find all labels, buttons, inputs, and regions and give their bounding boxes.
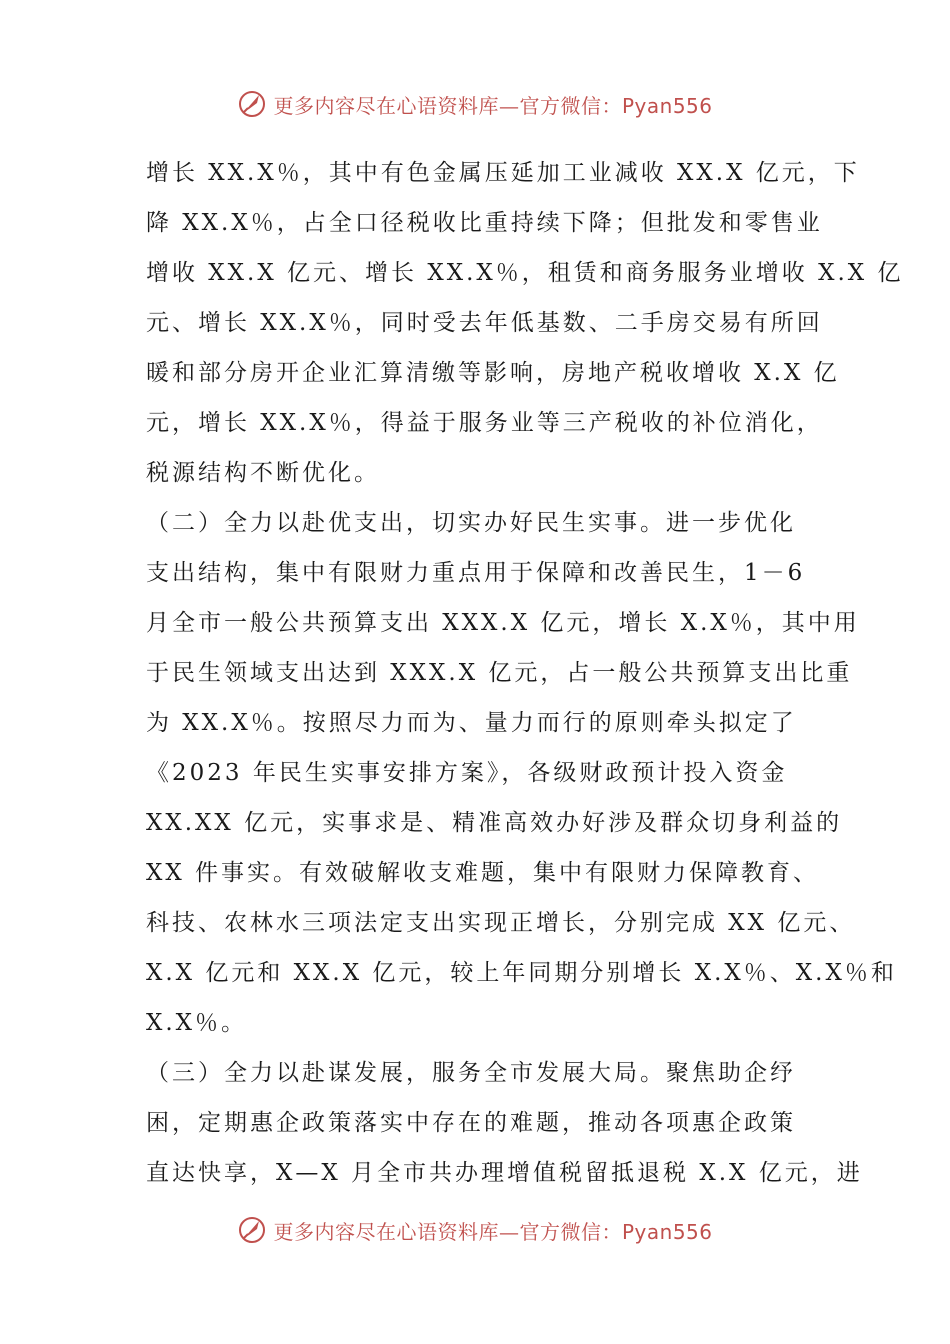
text-line: 增收 XX.X 亿元、增长 XX.X％，租赁和商务服务业增收 X.X 亿 <box>146 260 904 286</box>
watermark-wechat-id: Pyan556 <box>621 1219 713 1244</box>
text-line: 困，定期惠企政策落实中存在的难题，推动各项惠企政策 <box>146 1110 796 1136</box>
text-line: X.X％。 <box>146 1010 248 1036</box>
text-line: X.X 亿元和 XX.X 亿元，较上年同期分别增长 X.X％、X.X％和 <box>146 960 897 986</box>
watermark-text <box>273 90 712 119</box>
text-line: 月全市一般公共预算支出 XXX.X 亿元，增长 X.X％，其中用 <box>146 610 860 636</box>
watermark-wechat-id: Pyan556 <box>621 93 713 118</box>
header-watermark <box>0 86 950 122</box>
text-line: 降 XX.X％，占全口径税收比重持续下降；但批发和零售业 <box>146 210 823 236</box>
quill-logo-icon <box>237 89 267 119</box>
text-line: 暖和部分房开企业汇算清缴等影响，房地产税收增收 X.X 亿 <box>146 360 840 386</box>
text-line: 为 XX.X％。按照尽力而为、量力而行的原则牵头拟定了 <box>146 710 797 736</box>
text-line: 元，增长 XX.X％，得益于服务业等三产税收的补位消化， <box>146 410 823 436</box>
text-line: 税源结构不断优化。 <box>146 460 380 486</box>
text-line: XX.XX 亿元，实事求是、精准高效办好涉及群众切身利益的 <box>146 810 843 836</box>
text-line: （二）全力以赴优支出，切实办好民生实事。进一步优化 <box>146 510 796 536</box>
text-line: 元、增长 XX.X％，同时受去年低基数、二手房交易有所回 <box>146 310 823 336</box>
watermark-text-cn: 更多内容尽在心语资料库—官方微信： <box>273 1219 622 1244</box>
text-line: （三）全力以赴谋发展，服务全市发展大局。聚焦助企纾 <box>146 1060 796 1086</box>
text-line: XX 件事实。有效破解收支难题，集中有限财力保障教育、 <box>146 860 820 886</box>
watermark-text-cn: 更多内容尽在心语资料库—官方微信： <box>273 93 622 118</box>
text-line: 《2023 年民生实事安排方案》，各级财政预计投入资金 <box>146 760 788 786</box>
text-line: 增长 XX.X％，其中有色金属压延加工业减收 XX.X 亿元，下 <box>146 160 860 186</box>
watermark-text <box>273 1216 712 1245</box>
footer-watermark <box>0 1212 950 1248</box>
text-line: 支出结构，集中有限财力重点用于保障和改善民生，1－6 <box>146 560 806 586</box>
document-body <box>146 148 904 1198</box>
text-line: 直达快享，X—X 月全市共办理增值税留抵退税 X.X 亿元，进 <box>146 1160 863 1186</box>
text-line: 于民生领域支出达到 XXX.X 亿元，占一般公共预算支出比重 <box>146 660 853 686</box>
quill-logo-icon <box>237 1215 267 1245</box>
text-line: 科技、农林水三项法定支出实现正增长，分别完成 XX 亿元、 <box>146 910 856 936</box>
